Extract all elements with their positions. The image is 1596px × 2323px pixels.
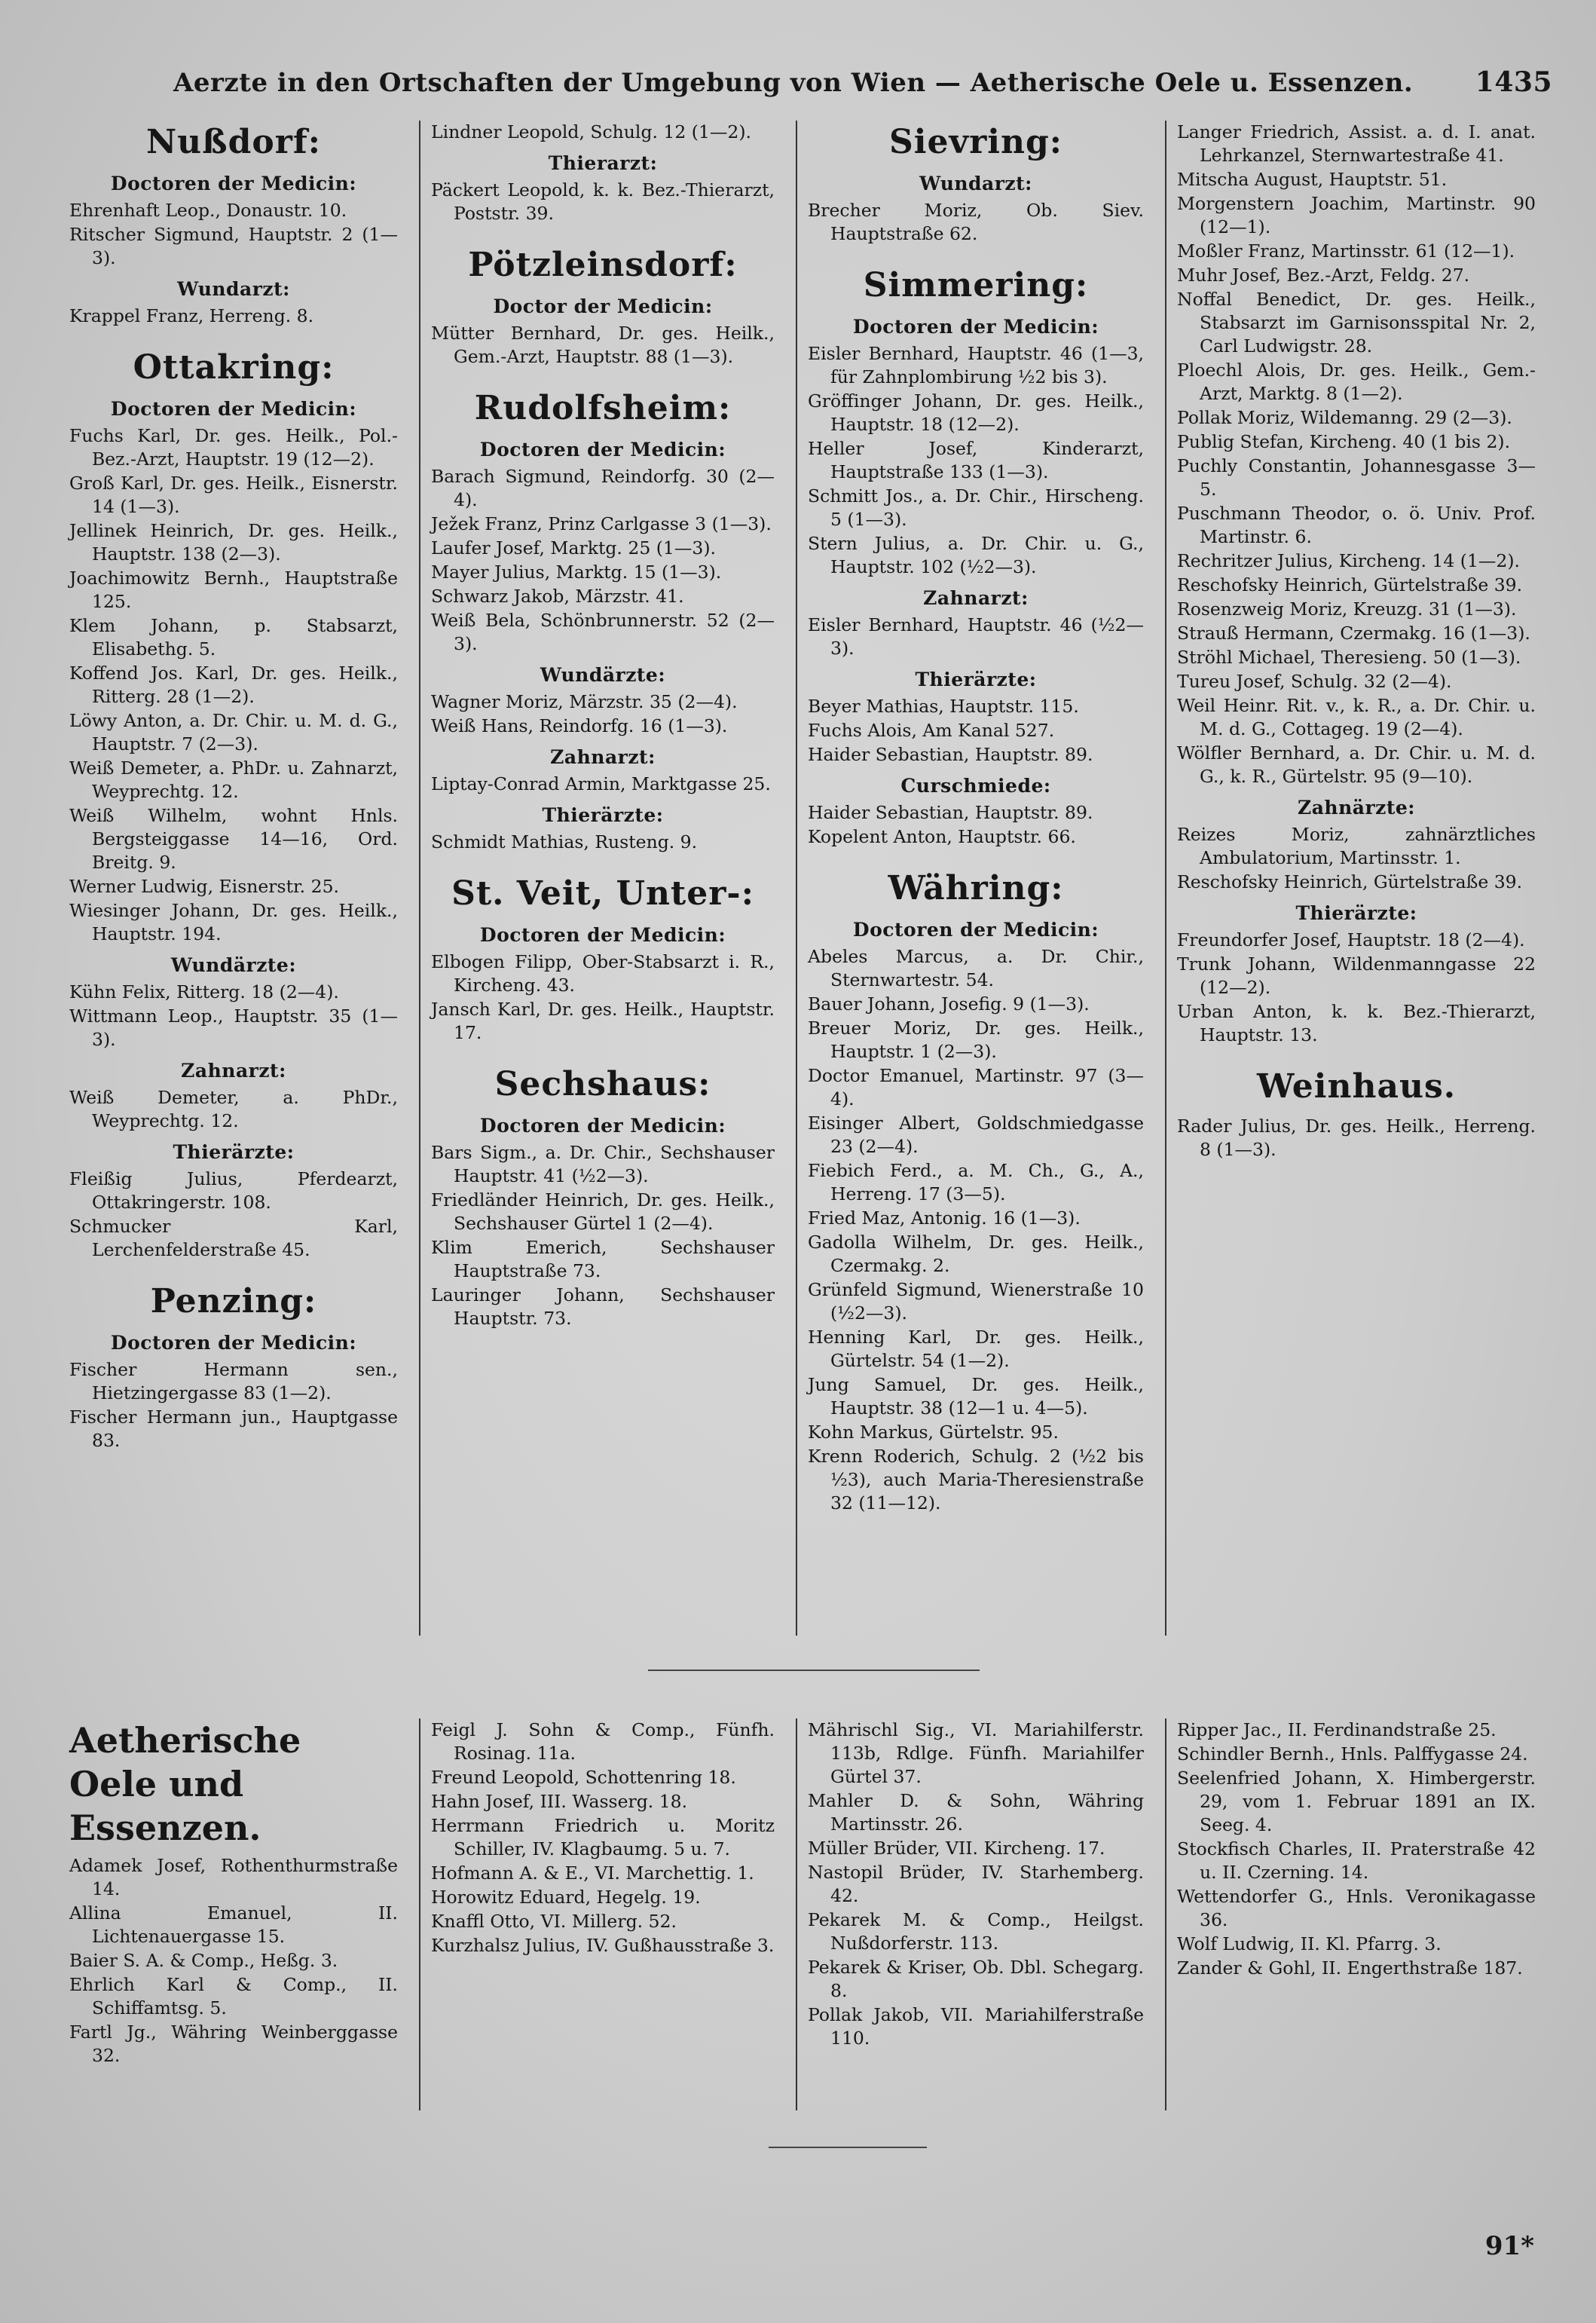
directory-entry: Bars Sigm., a. Dr. Chir., Sechshauser Hauptstr. 41 (½2—3).	[431, 1142, 775, 1186]
physicians-columns	[69, 121, 1546, 1636]
essences-entry: Horowitz Eduard, Hegelg. 19.	[431, 1887, 701, 1908]
directory-entry: Bauer Johann, Josefig. 9 (1—3).	[808, 993, 1090, 1015]
directory-entry: Stern Julius, a. Dr. Chir. u. G., Hauptstr. 102 (½2—3).	[808, 533, 1144, 577]
directory-entry: Kühn Felix, Ritterg. 18 (2—4).	[69, 981, 339, 1002]
directory-entry: Gröffinger Johann, Dr. ges. Heilk., Hauptstr. 18 (12—2).	[808, 390, 1144, 435]
directory-entry: Freundorfer Josef, Hauptstr. 18 (2—4).	[1177, 929, 1525, 950]
directory-entry: Fried Maz, Antonig. 16 (1—3).	[808, 1207, 1081, 1229]
directory-entry: Puchly Constantin, Johannesgasse 3—5.	[1177, 455, 1536, 500]
place-heading: Pötzleinsdorf:	[468, 246, 738, 284]
directory-entry: Noffal Benedict, Dr. ges. Heilk., Stabsarzt im Garnisonsspital Nr. 2, Carl Ludwigstr. 28.	[1177, 289, 1536, 357]
category-heading: Zahnärzte:	[1297, 797, 1416, 819]
category-heading: Doctoren der Medicin:	[479, 439, 726, 461]
directory-entry: Moßler Franz, Martinsstr. 61 (12—1).	[1177, 240, 1515, 262]
place-heading: Weinhaus.	[1256, 1067, 1457, 1106]
category-heading: Wundarzt:	[919, 173, 1032, 194]
essences-entry: Zander & Gohl, II. Engerthstraße 187.	[1177, 1957, 1523, 1979]
category-heading: Thierärzte:	[915, 669, 1037, 690]
category-heading: Wundarzt:	[177, 278, 290, 300]
directory-entry: Weiß Demeter, a. PhDr. u. Zahnarzt, Weyprechtg. 12.	[69, 758, 398, 802]
directory-entry: Koffend Jos. Karl, Dr. ges. Heilk., Ritterg. 28 (1—2).	[69, 663, 398, 707]
directory-entry: Pollak Moriz, Wildemanng. 29 (2—3).	[1177, 407, 1512, 428]
essences-entry: Pekarek & Kriser, Ob. Dbl. Schegarg. 8.	[808, 1957, 1144, 2001]
category-heading: Doctoren der Medicin:	[852, 316, 1099, 338]
directory-entry: Löwy Anton, a. Dr. Chir. u. M. d. G., Hauptstr. 7 (2—3).	[69, 710, 398, 754]
directory-entry: Weiß Bela, Schönbrunnerstr. 52 (2—3).	[431, 610, 775, 654]
directory-entry: Ritscher Sigmund, Hauptstr. 2 (1—3).	[69, 224, 398, 268]
directory-entry: Fischer Hermann jun., Hauptgasse 83.	[69, 1406, 398, 1451]
directory-entry: Muhr Josef, Bez.-Arzt, Feldg. 27.	[1177, 265, 1470, 286]
directory-entry: Lauringer Johann, Sechshauser Hauptstr. 73.	[431, 1284, 775, 1329]
essences-column-4	[1177, 1719, 1546, 2110]
column-2	[431, 121, 785, 1636]
directory-entry: Fischer Hermann sen., Hietzingergasse 83 (1—2).	[69, 1359, 398, 1403]
directory-entry: Eisler Bernhard, Hauptstr. 46 (1—3, für Zahnplombirung ½2 bis 3).	[808, 343, 1144, 387]
essences-entry: Pollak Jakob, VII. Mariahilferstraße 110.	[808, 2004, 1144, 2049]
directory-entry: Kohn Markus, Gürtelstr. 95.	[808, 1422, 1059, 1443]
essences-entry: Kurzhalsz Julius, IV. Gußhausstraße 3.	[431, 1935, 775, 1956]
directory-entry: Puschmann Theodor, o. ö. Univ. Prof. Martinstr. 6.	[1177, 503, 1536, 547]
category-heading: Doctoren der Medicin:	[110, 398, 357, 420]
place-heading: Sievring:	[889, 123, 1062, 161]
directory-entry: Brecher Moriz, Ob. Siev. Hauptstraße 62.	[808, 200, 1144, 244]
place-heading: Sechshaus:	[494, 1065, 711, 1103]
directory-entry: Mayer Julius, Marktg. 15 (1—3).	[431, 562, 722, 583]
directory-entry: Heller Josef, Kinderarzt, Hauptstraße 133 (1—3).	[808, 438, 1144, 482]
directory-entry: Schmitt Jos., a. Dr. Chir., Hirscheng. 5 (1—3).	[808, 485, 1144, 530]
directory-entry: Barach Sigmund, Reindorfg. 30 (2—4).	[431, 466, 775, 510]
category-heading: Thierarzt:	[548, 152, 658, 174]
end-rule	[769, 2147, 927, 2148]
directory-entry: Päckert Leopold, k. k. Bez.-Thierarzt, Poststr. 39.	[431, 179, 775, 224]
directory-entry: Ehrenhaft Leop., Donaustr. 10.	[69, 200, 347, 221]
category-heading: Doctoren der Medicin:	[110, 1332, 357, 1354]
essences-entry: Mahler D. & Sohn, Währing Martinsstr. 26.	[808, 1790, 1144, 1835]
category-heading: Wundärzte:	[170, 954, 297, 976]
essences-entry: Knaffl Otto, VI. Millerg. 52.	[431, 1911, 677, 1932]
directory-entry: Ježek Franz, Prinz Carlgasse 3 (1—3).	[431, 513, 772, 534]
section-divider	[648, 1670, 980, 1671]
column-4	[1177, 121, 1546, 1636]
directory-entry: Fuchs Alois, Am Kanal 527.	[808, 720, 1055, 741]
directory-entry: Schmidt Mathias, Rusteng. 9.	[431, 831, 698, 852]
directory-entry: Wölfler Bernhard, a. Dr. Chir. u. M. d. G., k. R., Gürtelstr. 95 (9—10).	[1177, 742, 1536, 787]
directory-entry: Werner Ludwig, Eisnerstr. 25.	[69, 876, 339, 897]
category-heading: Doctoren der Medicin:	[110, 173, 357, 194]
directory-entry: Friedländer Heinrich, Dr. ges. Heilk., Sechshauser Gürtel 1 (2—4).	[431, 1189, 775, 1234]
directory-entry: Tureu Josef, Schulg. 32 (2—4).	[1177, 671, 1452, 692]
essences-entry: Mährischl Sig., VI. Mariahilferstr. 113b, Rdlge. Fünfh. Mariahilfer Gürtel 37.	[808, 1719, 1144, 1787]
essences-section-title: Aetherische Oele und Essenzen.	[69, 1720, 301, 1848]
directory-entry: Mütter Bernhard, Dr. ges. Heilk., Gem.-Arzt, Hauptstr. 88 (1—3).	[431, 323, 775, 367]
essences-entry: Stockfisch Charles, II. Praterstraße 42 u. II. Czerning. 14.	[1177, 1838, 1536, 1883]
directory-entry: Rader Julius, Dr. ges. Heilk., Herreng. 8 (1—3).	[1177, 1116, 1536, 1160]
essences-entry: Feigl J. Sohn & Comp., Fünfh. Rosinag. 11a.	[431, 1719, 775, 1764]
category-heading: Doctoren der Medicin:	[479, 924, 726, 946]
essences-entry: Ehrlich Karl & Comp., II. Schiffamtsg. 5.	[69, 1974, 398, 2018]
directory-entry: Weiß Hans, Reindorfg. 16 (1—3).	[431, 715, 728, 736]
directory-entry: Publig Stefan, Kircheng. 40 (1 bis 2).	[1177, 431, 1511, 452]
directory-entry: Ströhl Michael, Theresieng. 50 (1—3).	[1177, 647, 1521, 668]
essences-column-1	[69, 1719, 408, 2110]
directory-entry: Eisinger Albert, Goldschmiedgasse 23 (2—4).	[808, 1113, 1144, 1157]
essences-entry: Freund Leopold, Schottenring 18.	[431, 1767, 736, 1788]
directory-entry: Jung Samuel, Dr. ges. Heilk., Hauptstr. 38 (12—1 u. 4—5).	[808, 1374, 1144, 1419]
directory-entry: Fuchs Karl, Dr. ges. Heilk., Pol.-Bez.-Arzt, Hauptstr. 19 (12—2).	[69, 425, 398, 470]
directory-entry: Krappel Franz, Herreng. 8.	[69, 305, 314, 326]
essences-column-2	[431, 1719, 785, 2110]
directory-entry: Morgenstern Joachim, Martinstr. 90 (12—1).	[1177, 193, 1536, 237]
category-heading: Doctoren der Medicin:	[852, 919, 1099, 941]
category-heading: Doctor der Medicin:	[493, 295, 713, 317]
directory-entry: Trunk Johann, Wildenmanngasse 22 (12—2).	[1177, 953, 1536, 998]
page-header	[173, 66, 1552, 98]
category-heading: Zahnarzt:	[923, 587, 1029, 609]
category-heading: Thierärzte:	[1295, 902, 1417, 924]
directory-entry: Ploechl Alois, Dr. ges. Heilk., Gem.-Arzt, Marktg. 8 (1—2).	[1177, 360, 1536, 404]
directory-entry: Fiebich Ferd., a. M. Ch., G., A., Herreng. 17 (3—5).	[808, 1160, 1144, 1204]
essences-entry: Wettendorfer G., Hnls. Veronikagasse 36.	[1177, 1886, 1536, 1930]
essences-entry: Baier S. A. & Comp., Heßg. 3.	[69, 1950, 338, 1971]
directory-entry: Wagner Moriz, Märzstr. 35 (2—4).	[431, 691, 738, 712]
directory-entry: Rechritzer Julius, Kircheng. 14 (1—2).	[1177, 550, 1521, 571]
essences-entry: Seelenfried Johann, X. Himbergerstr. 29, vom 1. Februar 1891 an IX. Seeg. 4.	[1177, 1768, 1536, 1835]
place-heading: Nußdorf:	[145, 123, 322, 161]
place-heading: Währing:	[888, 869, 1064, 907]
category-heading: Curschmiede:	[900, 775, 1051, 797]
directory-entry: Strauß Hermann, Czermakg. 16 (1—3).	[1177, 623, 1530, 644]
directory-entry: Weil Heinr. Rit. v., k. R., a. Dr. Chir. u. M. d. G., Cottageg. 19 (2—4).	[1177, 695, 1536, 739]
directory-entry: Henning Karl, Dr. ges. Heilk., Gürtelstr. 54 (1—2).	[808, 1327, 1144, 1371]
essences-entry: Allina Emanuel, II. Lichtenauergasse 15.	[69, 1902, 398, 1947]
directory-entry: Lindner Leopold, Schulg. 12 (1—2).	[431, 121, 752, 142]
essences-entry: Herrmann Friedrich u. Moritz Schiller, IV. Klagbaumg. 5 u. 7.	[431, 1815, 775, 1859]
essences-entry: Hofmann A. & E., VI. Marchettig. 1.	[431, 1862, 754, 1884]
directory-entry: Mitscha August, Hauptstr. 51.	[1177, 169, 1448, 190]
place-heading: Penzing:	[150, 1282, 317, 1321]
essences-entry: Fartl Jg., Währing Weinberggasse 32.	[69, 2022, 398, 2066]
category-heading: Thierärzte:	[542, 804, 664, 826]
directory-entry: Grünfeld Sigmund, Wienerstraße 10 (½2—3).	[808, 1279, 1144, 1324]
directory-entry: Wittmann Leop., Hauptstr. 35 (1—3).	[69, 1005, 398, 1050]
directory-entry: Breuer Moriz, Dr. ges. Heilk., Hauptstr. 1 (2—3).	[808, 1018, 1144, 1062]
directory-entry: Weiß Wilhelm, wohnt Hnls. Bergsteiggasse 14—16, Ord. Breitg. 9.	[69, 805, 398, 873]
category-heading: Thierärzte:	[173, 1141, 295, 1163]
directory-entry: Urban Anton, k. k. Bez.-Thierarzt, Hauptstr. 13.	[1177, 1001, 1536, 1045]
place-heading: Ottakring:	[133, 348, 335, 387]
directory-entry: Weiß Demeter, a. PhDr., Weyprechtg. 12.	[69, 1087, 398, 1131]
category-heading: Wundärzte:	[540, 664, 666, 686]
directory-entry: Klim Emerich, Sechshauser Hauptstraße 73.	[431, 1237, 775, 1281]
page-number: 1435	[1475, 66, 1552, 98]
directory-entry: Liptay-Conrad Armin, Marktgasse 25.	[431, 773, 771, 794]
directory-entry: Krenn Roderich, Schulg. 2 (½2 bis ½3), auch Maria-Theresienstraße 32 (11—12).	[808, 1446, 1144, 1513]
directory-entry: Groß Karl, Dr. ges. Heilk., Eisnerstr. 14 (1—3).	[69, 473, 398, 517]
directory-entry: Klem Johann, p. Stabsarzt, Elisabethg. 5.	[69, 615, 398, 660]
directory-entry: Gadolla Wilhelm, Dr. ges. Heilk., Czermakg. 2.	[808, 1232, 1144, 1276]
directory-entry: Kopelent Anton, Hauptstr. 66.	[808, 826, 1076, 847]
directory-entry: Reizes Moriz, zahnärztliches Ambulatorium, Martinsstr. 1.	[1177, 824, 1536, 868]
directory-entry: Abeles Marcus, a. Dr. Chir., Sternwartestr. 54.	[808, 946, 1144, 990]
category-heading: Zahnarzt:	[181, 1060, 286, 1082]
directory-entry: Doctor Emanuel, Martinstr. 97 (3—4).	[808, 1065, 1144, 1109]
essences-entry: Schindler Bernh., Hnls. Palffygasse 24.	[1177, 1743, 1528, 1764]
directory-entry: Haider Sebastian, Hauptstr. 89.	[808, 802, 1093, 823]
column-1	[69, 121, 408, 1636]
directory-entry: Elbogen Filipp, Ober-Stabsarzt i. R., Kircheng. 43.	[431, 951, 775, 996]
essences-column-3	[808, 1719, 1154, 2110]
directory-entry: Joachimowitz Bernh., Hauptstraße 125.	[69, 568, 398, 612]
directory-entry: Beyer Mathias, Hauptstr. 115.	[808, 696, 1079, 717]
essences-entry: Nastopil Brüder, IV. Starhemberg. 42.	[808, 1862, 1144, 1906]
place-heading: Rudolfsheim:	[474, 389, 732, 427]
directory-entry: Laufer Josef, Marktg. 25 (1—3).	[431, 537, 716, 559]
directory-entry: Reschofsky Heinrich, Gürtelstraße 39.	[1177, 574, 1523, 595]
category-heading: Doctoren der Medicin:	[479, 1115, 726, 1137]
directory-entry: Eisler Bernhard, Hauptstr. 46 (½2—3).	[808, 614, 1144, 659]
essences-entry: Pekarek M. & Comp., Heilgst. Nußdorferstr. 113.	[808, 1909, 1144, 1954]
directory-entry: Rosenzweig Moriz, Kreuzg. 31 (1—3).	[1177, 598, 1517, 620]
column-3	[808, 121, 1154, 1636]
directory-entry: Jansch Karl, Dr. ges. Heilk., Hauptstr. 17.	[431, 999, 775, 1043]
directory-entry: Reschofsky Heinrich, Gürtelstraße 39.	[1177, 871, 1523, 892]
directory-entry: Schmucker Karl, Lerchenfelderstraße 45.	[69, 1216, 398, 1260]
essences-entry: Ripper Jac., II. Ferdinandstraße 25.	[1177, 1719, 1497, 1740]
directory-entry: Jellinek Heinrich, Dr. ges. Heilk., Hauptstr. 138 (2—3).	[69, 520, 398, 565]
essences-entry: Hahn Josef, III. Wasserg. 18.	[431, 1791, 688, 1812]
directory-entry: Fleißig Julius, Pferdearzt, Ottakringerstr. 108.	[69, 1168, 398, 1213]
signature-mark: 91*	[1484, 2231, 1534, 2261]
place-heading: Simmering:	[863, 266, 1089, 305]
directory-entry: Schwarz Jakob, Märzstr. 41.	[431, 586, 684, 607]
directory-entry: Haider Sebastian, Hauptstr. 89.	[808, 744, 1093, 765]
category-heading: Zahnarzt:	[550, 746, 656, 768]
directory-entry: Langer Friedrich, Assist. a. d. I. anat. Lehrkanzel, Sternwartestraße 41.	[1177, 121, 1536, 166]
essences-entry: Adamek Josef, Rothenthurmstraße 14.	[69, 1855, 398, 1899]
essences-entry: Wolf Ludwig, II. Kl. Pfarrg. 3.	[1177, 1933, 1442, 1954]
essences-entry: Müller Brüder, VII. Kircheng. 17.	[808, 1838, 1105, 1859]
place-heading: St. Veit, Unter-:	[451, 874, 754, 913]
page-header-title: Aerzte in den Ortschaften der Umgebung von Wien — Aetherische Oele u. Essenzen.	[173, 68, 1414, 98]
directory-entry: Wiesinger Johann, Dr. ges. Heilk., Hauptstr. 194.	[69, 900, 398, 944]
essences-columns	[69, 1719, 1546, 2110]
